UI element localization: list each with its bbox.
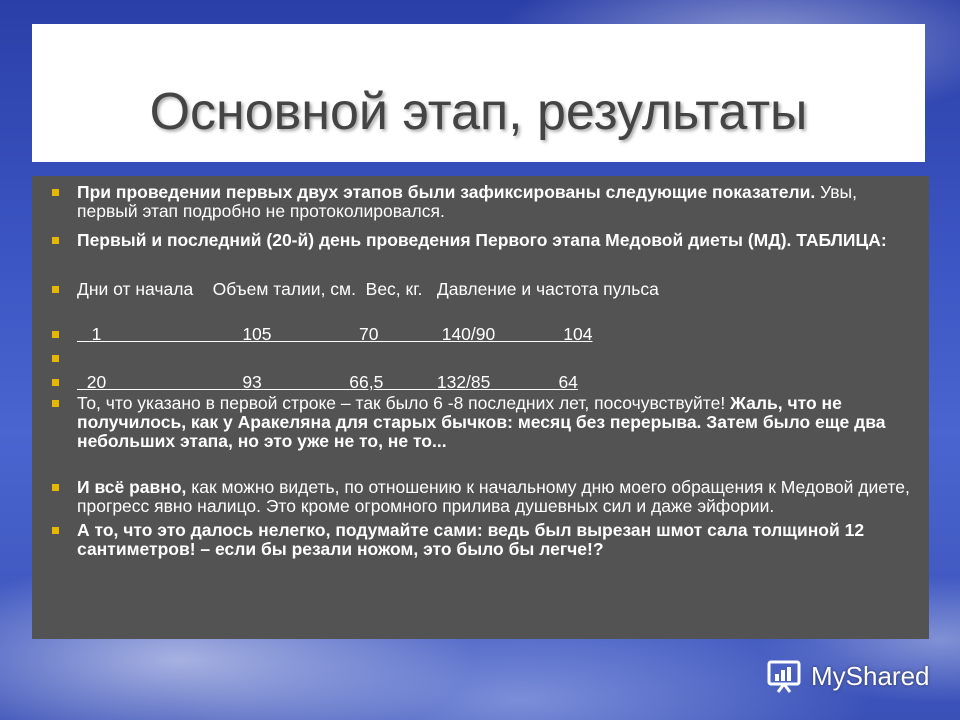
bullet-bold-text: Жаль, что не получилось, как у Аракеляна для старых бычков: месяц без перерыва. Затем было еще два небольших этапа, но это уже не то, не то...: [77, 393, 886, 451]
bullet-bold-text: И всё равно,: [77, 477, 187, 497]
bullet-text: как можно видеть, по отношению к начальному дню моего обращения к Медовой диете, прогресс явно налицо. Это кроме огромного прилива душевных сил и даже эйфории.: [77, 477, 910, 516]
bullet-icon: [52, 400, 59, 407]
bullet-bold-text: При проведении первых двух этапов были зафиксированы следующие показатели.: [77, 182, 816, 202]
slide-title: Основной этап, результаты: [149, 83, 808, 141]
bullet-icon: [52, 286, 59, 293]
bullet-icon: [52, 527, 59, 534]
bullet-icon: [52, 237, 59, 244]
bullet-icon: [52, 379, 59, 386]
bullet-icon: [52, 484, 59, 491]
watermark-text: MyShared: [811, 660, 930, 691]
table-row-text: 1 105 70 140/90 104: [77, 324, 593, 344]
bullet-icon: [52, 355, 59, 362]
content-panel: [32, 176, 929, 639]
title-box: [32, 24, 925, 162]
table-row-empty: [44, 349, 917, 368]
bullet-bold-text: Первый и последний (20-й) день проведения Первого этапа Медовой диеты (МД). ТАБЛИЦА:: [77, 230, 887, 250]
bullet-icon: [52, 189, 59, 196]
bullet-bold-text: А то, что это далось нелегко, подумайте сами: ведь был вырезан шмот сала толщиной 12 сантиметров! – если бы резали ножом, это было бы легче!?: [77, 520, 865, 559]
bullet-text: То, что указано в первой строке – так было 6 -8 последних лет, посочувствуйте!: [77, 393, 726, 413]
presentation-chart-icon: [767, 659, 805, 693]
bullet-icon: [52, 331, 59, 338]
table-row-text: 20 93 66,5 132/85 64: [77, 372, 578, 392]
bullet-text: Увы, первый этап подробно не протоколировался.: [77, 182, 857, 221]
table-row: [44, 373, 917, 392]
table-row: [44, 325, 917, 344]
myshared-logo: [767, 656, 930, 696]
table-header-text: Дни от начала Объем талии, см. Вес, кг. Давление и частота пульса: [77, 279, 659, 299]
bullet-item: [44, 231, 917, 250]
bullet-item: [44, 394, 917, 451]
bullet-item: [44, 183, 917, 221]
bullet-item: [44, 521, 917, 559]
bullet-item: [44, 478, 917, 516]
table-header: [44, 280, 917, 299]
